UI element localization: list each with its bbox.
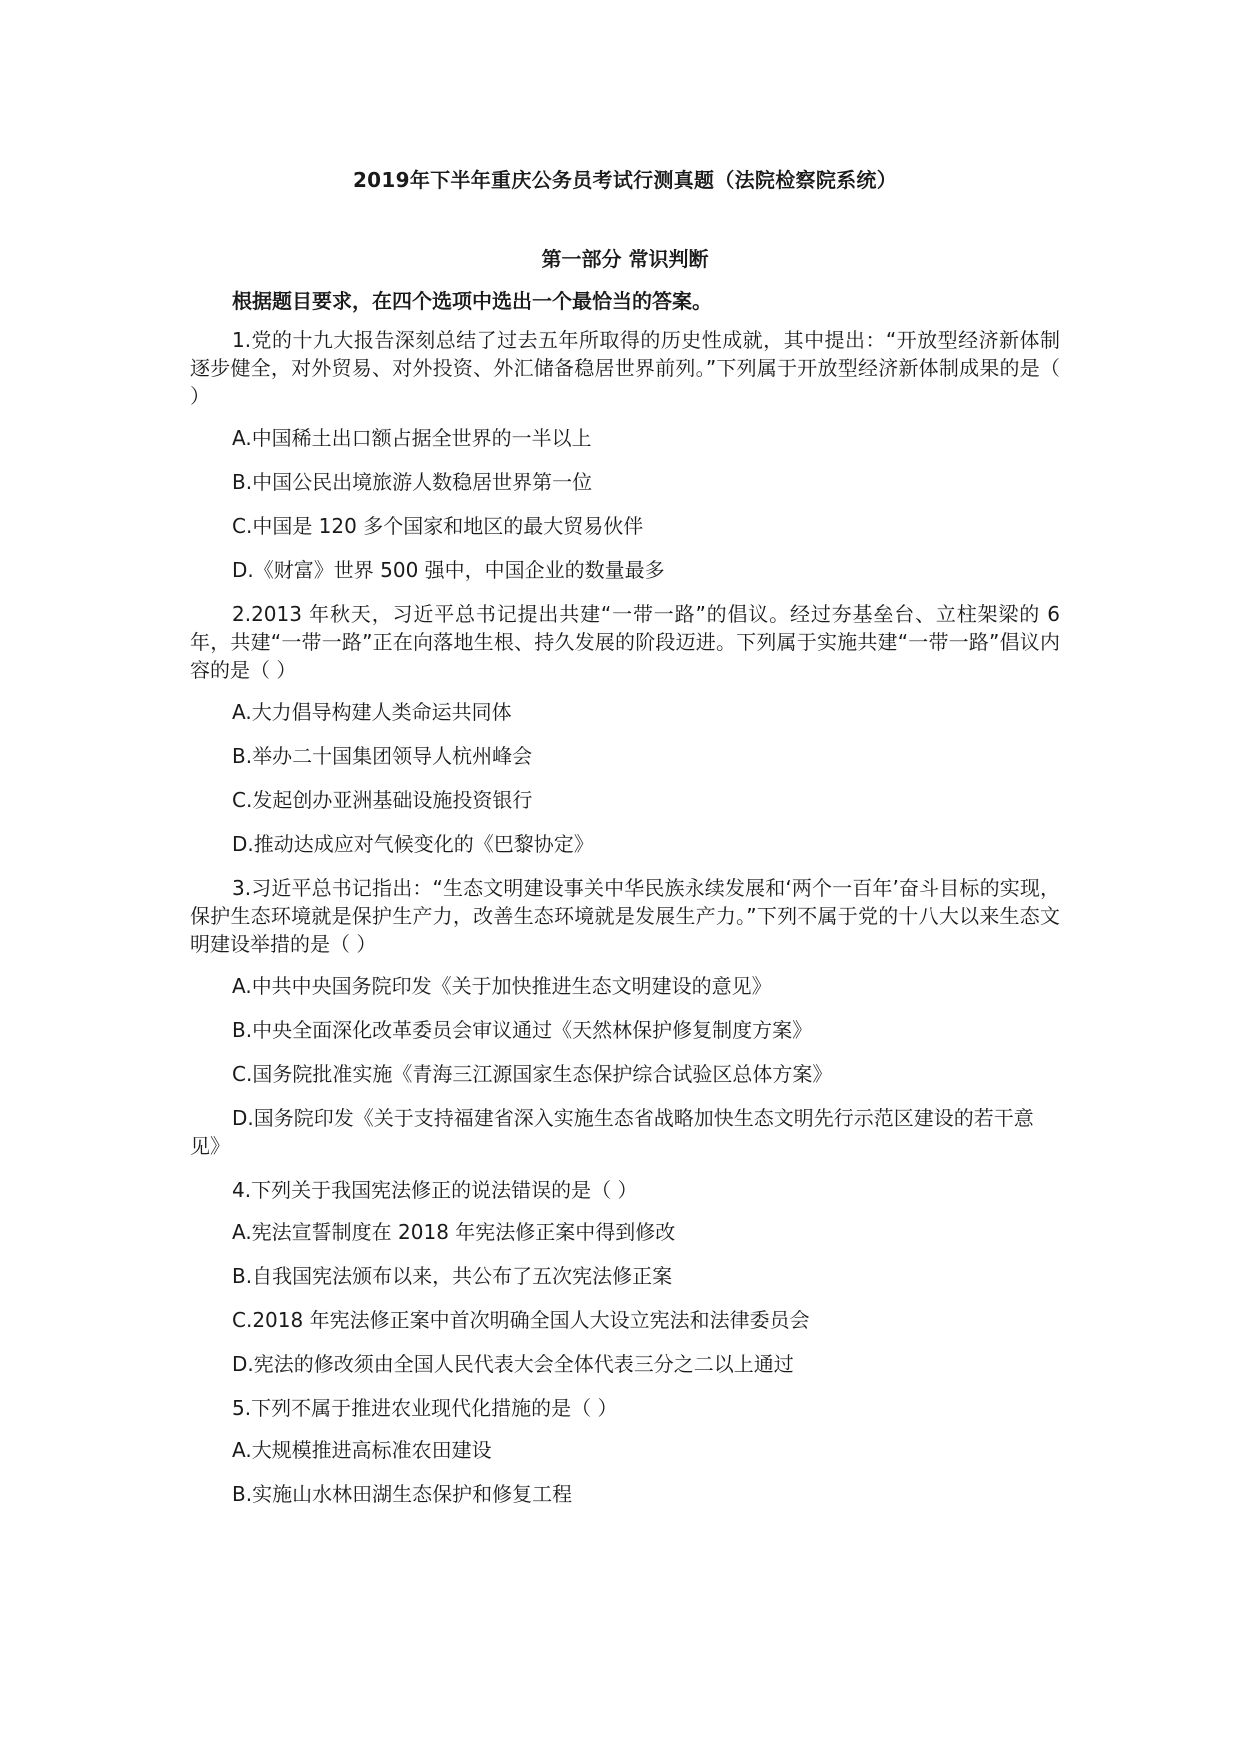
option-b: B.举办二十国集团领导人杭州峰会 (232, 744, 533, 768)
option-a: A.大力倡导构建人类命运共同体 (232, 700, 512, 724)
option-a: A.宪法宣誓制度在 2018 年宪法修正案中得到修改 (232, 1220, 676, 1244)
question-1 (190, 326, 1060, 584)
option-b: B.自我国宪法颁布以来，共公布了五次宪法修正案 (232, 1264, 673, 1288)
document-title: 2019年下半年重庆公务员考试行测真题（法院检察院系统） (352, 168, 898, 192)
option-b: B.中国公民出境旅游人数稳居世界第一位 (232, 470, 593, 494)
instruction-text: 根据题目要求，在四个选项中选出一个最恰当的答案。 (232, 289, 712, 313)
option-c: C.发起创办亚洲基础设施投资银行 (232, 788, 533, 812)
option-a: A.大规模推进高标准农田建设 (232, 1438, 492, 1462)
section-title: 第一部分 常识判断 (541, 247, 709, 271)
option-d: D.国务院印发《关于支持福建省深入实施生态省战略加快生态文明先行示范区建设的若干意见》 (190, 1106, 1034, 1158)
option-d: D.宪法的修改须由全国人民代表大会全体代表三分之二以上通过 (232, 1352, 794, 1376)
option-b: B.中央全面深化改革委员会审议通过《天然林保护修复制度方案》 (232, 1018, 813, 1042)
question-4 (190, 1176, 1060, 1378)
option-a: A.中国稀土出口额占据全世界的一半以上 (232, 426, 592, 450)
option-a: A.中共中央国务院印发《关于加快推进生态文明建设的意见》 (232, 974, 772, 998)
question-2 (190, 600, 1060, 858)
document-body (190, 160, 1060, 1524)
question-stem: 2.2013 年秋天，习近平总书记提出共建“一带一路”的倡议。经过夯基垒台、立柱架梁的 6 年，共建“一带一路”正在向落地生根、持久发展的阶段迈进。下列属于实施共建“一带一路”倡议内容的是（ ） (190, 602, 1060, 682)
question-3 (190, 874, 1060, 1160)
option-d: D.《财富》世界 500 强中，中国企业的数量最多 (232, 558, 665, 582)
option-c: C.中国是 120 多个国家和地区的最大贸易伙伴 (232, 514, 644, 538)
question-stem: 3.习近平总书记指出：“生态文明建设事关中华民族永续发展和‘两个一百年’奋斗目标的实现，保护生态环境就是保护生产力，改善生态环境就是发展生产力。”下列不属于党的十八大以来生态文明建设举措的是（ ） (190, 876, 1060, 956)
question-stem: 4.下列关于我国宪法修正的说法错误的是（ ） (232, 1178, 638, 1202)
question-stem: 1.党的十九大报告深刻总结了过去五年所取得的历史性成就，其中提出：“开放型经济新体制逐步健全，对外贸易、对外投资、外汇储备稳居世界前列。”下列属于开放型经济新体制成果的是（ ） (190, 328, 1060, 408)
question-5 (190, 1394, 1060, 1508)
question-stem: 5.下列不属于推进农业现代化措施的是（ ） (232, 1396, 618, 1420)
option-c: C.国务院批准实施《青海三江源国家生态保护综合试验区总体方案》 (232, 1062, 833, 1086)
option-b: B.实施山水林田湖生态保护和修复工程 (232, 1482, 573, 1506)
option-c: C.2018 年宪法修正案中首次明确全国人大设立宪法和法律委员会 (232, 1308, 810, 1332)
option-d: D.推动达成应对气候变化的《巴黎协定》 (232, 832, 594, 856)
